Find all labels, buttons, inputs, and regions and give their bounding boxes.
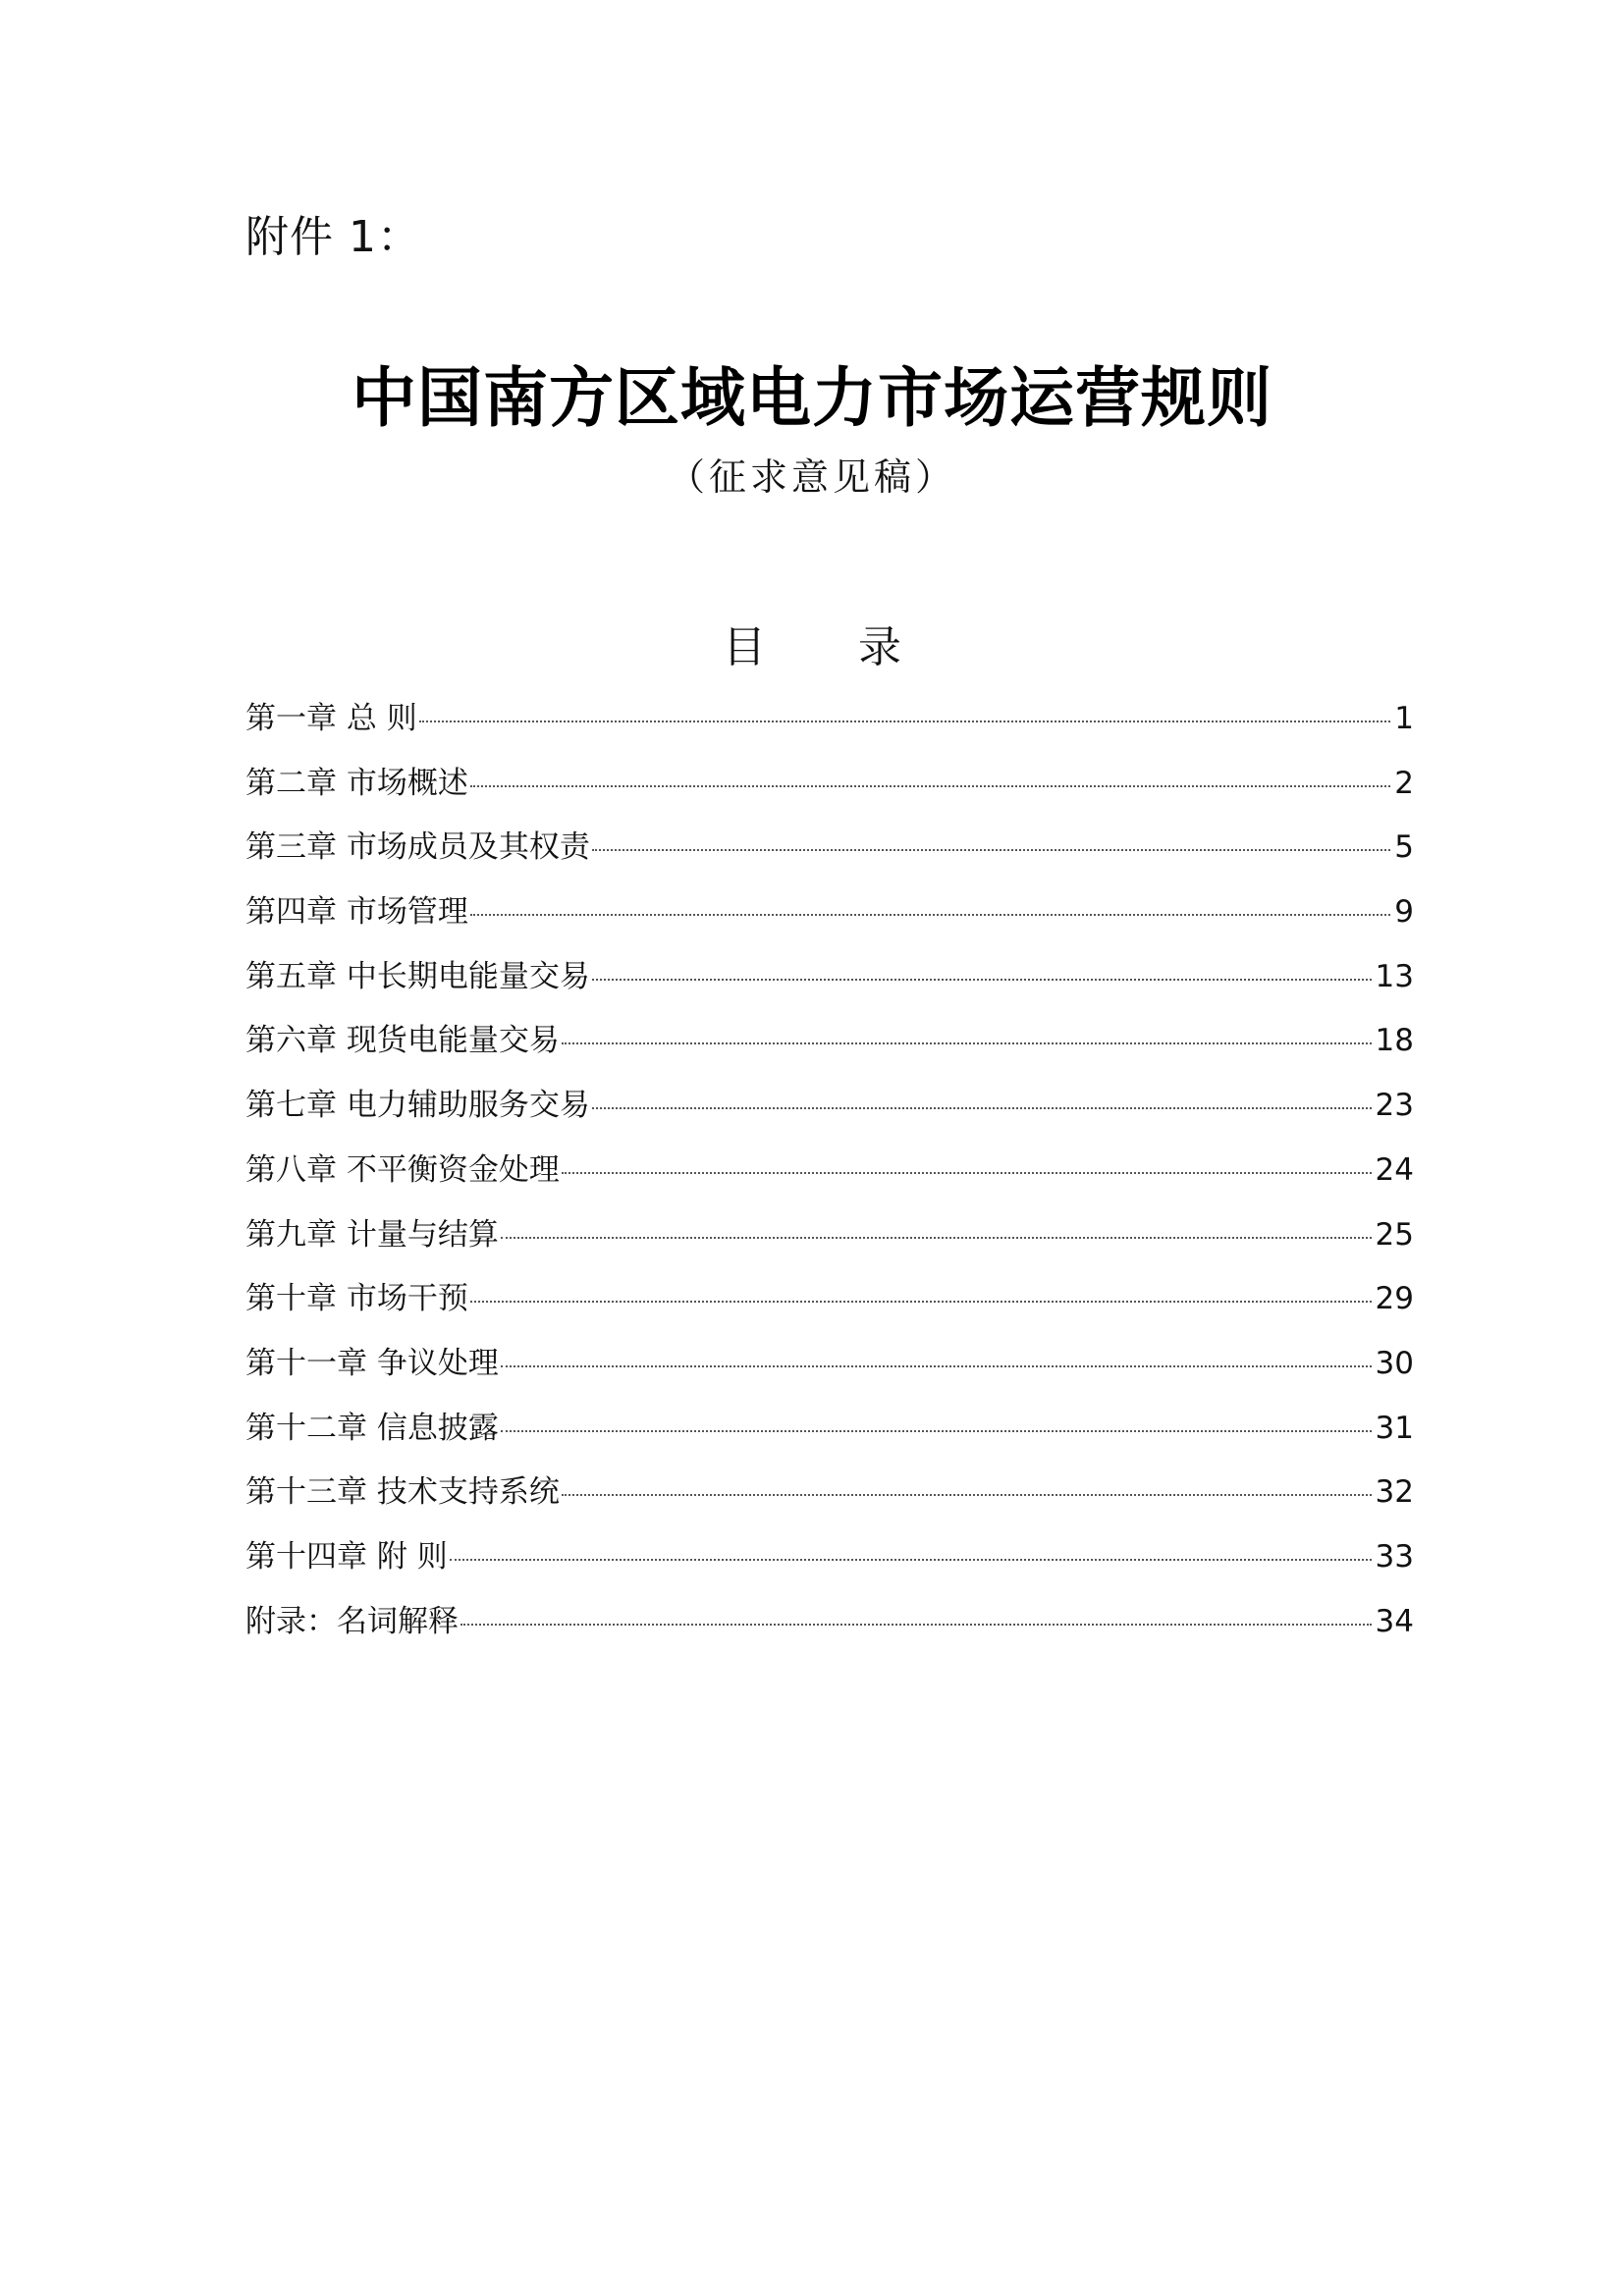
toc-title: 市场干预: [346, 1281, 468, 1317]
toc-leader: [562, 1171, 1372, 1174]
toc-entry-3[interactable]: [245, 824, 1414, 888]
toc-leader: [470, 913, 1390, 916]
toc-chapter: 第十一章: [245, 1345, 367, 1381]
toc-entry-13[interactable]: [245, 1468, 1414, 1533]
toc-entry-6[interactable]: [245, 1017, 1414, 1082]
toc-leader: [562, 1493, 1372, 1496]
toc-title: 市场管理: [346, 894, 468, 931]
toc-page-number: 5: [1394, 829, 1414, 866]
document-title: 中国南方区域电力市场运营规则: [352, 359, 1272, 436]
toc-page-number: 2: [1394, 765, 1414, 801]
toc-page-number: 23: [1375, 1088, 1414, 1124]
toc-entry-5[interactable]: [245, 953, 1414, 1018]
toc-chapter: 第二章: [245, 765, 337, 801]
toc-page-number: 25: [1375, 1216, 1414, 1253]
toc-page-number: 24: [1375, 1151, 1414, 1188]
toc-title: 中长期电能量交易: [346, 958, 590, 994]
toc-title: 争议处理: [376, 1345, 499, 1381]
toc-leader: [501, 1364, 1372, 1367]
toc-page-number: 9: [1394, 894, 1414, 931]
toc-leader: [501, 1236, 1372, 1239]
toc-title: 计量与结算: [346, 1216, 499, 1253]
toc-entry-2[interactable]: [245, 760, 1414, 825]
table-of-contents: [245, 695, 1414, 1662]
toc-leader: [450, 1558, 1372, 1561]
toc-page-number: 32: [1375, 1474, 1414, 1511]
toc-chapter: 第十章: [245, 1281, 337, 1317]
toc-leader: [592, 978, 1372, 981]
toc-leader: [470, 784, 1390, 787]
toc-chapter: 第十二章: [245, 1410, 367, 1446]
toc-title: 信息披露: [376, 1410, 499, 1446]
toc-entry-8[interactable]: [245, 1147, 1414, 1211]
document-subtitle: （征求意见稿）: [667, 455, 956, 499]
toc-entry-1[interactable]: [245, 695, 1414, 760]
attachment-label: 附件 1：: [245, 212, 421, 262]
toc-chapter: 第一章: [245, 701, 337, 736]
toc-leader: [562, 1041, 1372, 1044]
toc-chapter: 第九章: [245, 1216, 337, 1253]
toc-page-number: 34: [1375, 1603, 1414, 1639]
toc-leader: [470, 1300, 1372, 1303]
toc-page-number: 13: [1375, 958, 1414, 994]
toc-leader: [592, 848, 1390, 851]
toc-chapter: 第八章: [245, 1151, 337, 1188]
toc-chapter: 第十四章: [245, 1538, 367, 1575]
toc-page-number: 33: [1375, 1538, 1414, 1575]
toc-title: 总 则: [346, 701, 417, 736]
toc-chapter: 第七章: [245, 1088, 337, 1124]
toc-leader: [592, 1106, 1372, 1109]
toc-chapter: 第三章: [245, 829, 337, 866]
toc-chapter: 第十三章: [245, 1474, 367, 1511]
toc-title: 电力辅助服务交易: [346, 1088, 590, 1124]
toc-chapter: 附录：: [245, 1603, 337, 1639]
toc-page-number: 1: [1394, 701, 1414, 736]
toc-title: 附 则: [376, 1538, 448, 1575]
toc-title: 现货电能量交易: [346, 1023, 560, 1059]
toc-leader: [460, 1623, 1372, 1626]
toc-chapter: 第四章: [245, 894, 337, 931]
toc-page-number: 31: [1375, 1410, 1414, 1446]
toc-entry-9[interactable]: [245, 1211, 1414, 1276]
toc-entry-14[interactable]: [245, 1533, 1414, 1598]
toc-entry-15[interactable]: [245, 1598, 1414, 1663]
toc-title: 市场成员及其权责: [346, 829, 590, 866]
toc-title: 不平衡资金处理: [346, 1151, 560, 1188]
toc-page-number: 30: [1375, 1345, 1414, 1381]
toc-entry-12[interactable]: [245, 1405, 1414, 1469]
toc-page-number: 29: [1375, 1281, 1414, 1317]
toc-entry-10[interactable]: [245, 1275, 1414, 1340]
toc-heading: 目 录: [723, 622, 941, 672]
toc-chapter: 第六章: [245, 1023, 337, 1059]
toc-chapter: 第五章: [245, 958, 337, 994]
toc-page-number: 18: [1375, 1023, 1414, 1059]
toc-title: 名词解释: [337, 1603, 459, 1639]
toc-title: 技术支持系统: [376, 1474, 560, 1511]
toc-entry-11[interactable]: [245, 1340, 1414, 1405]
toc-leader: [419, 720, 1390, 722]
toc-title: 市场概述: [346, 765, 468, 801]
toc-leader: [501, 1429, 1372, 1432]
toc-entry-4[interactable]: [245, 888, 1414, 953]
toc-entry-7[interactable]: [245, 1082, 1414, 1147]
